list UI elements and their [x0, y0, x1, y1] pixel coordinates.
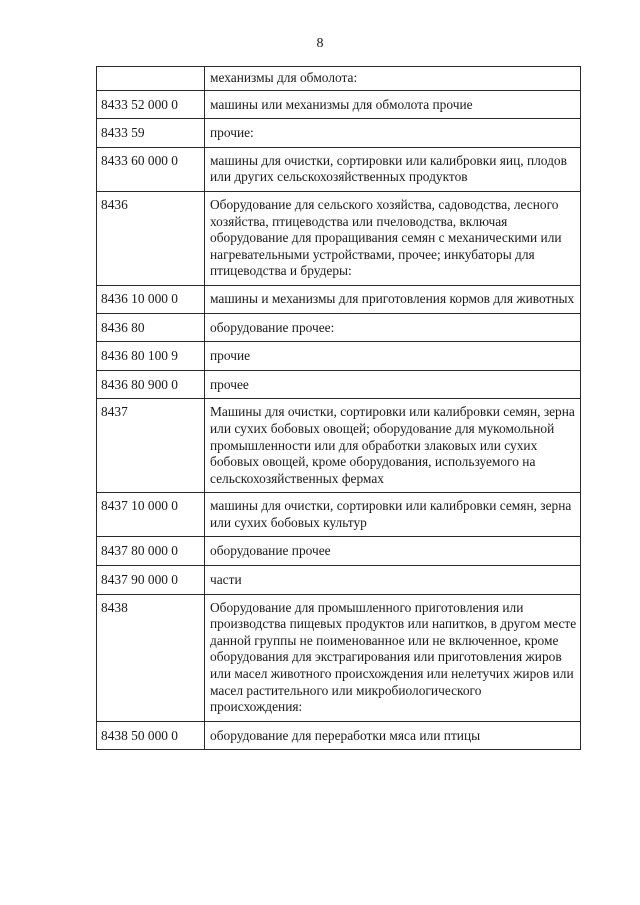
code-cell: 8438 [97, 594, 205, 721]
description-cell: оборудование для переработки мяса или птицы [205, 721, 581, 750]
table-row [97, 370, 581, 399]
description-cell: прочее [205, 370, 581, 399]
code-cell: 8437 80 000 0 [97, 537, 205, 566]
description-cell: машины или механизмы для обмолота прочие [205, 90, 581, 119]
code-cell: 8436 80 100 9 [97, 342, 205, 371]
description-cell: машины для очистки, сортировки или калибровки яиц, плодов или других сельскохозяйственных продуктов [205, 147, 581, 191]
description-cell: Оборудование для промышленного приготовления или производства пищевых продуктов или напитков, в другом месте данной группы не поименованное или не включенное, кроме оборудования для экстрагирования или приготовления жиров или масел животного происхождения или нелетучих жиров или масел растительного или микробиологического происхождения: [205, 594, 581, 721]
code-cell: 8437 10 000 0 [97, 493, 205, 537]
description-cell: оборудование прочее [205, 537, 581, 566]
code-cell: 8436 [97, 191, 205, 285]
description-cell: машины и механизмы для приготовления кормов для животных [205, 285, 581, 313]
table-row [97, 594, 581, 721]
table-row [97, 537, 581, 566]
code-cell: 8436 80 [97, 313, 205, 342]
table-row [97, 342, 581, 371]
code-cell: 8436 10 000 0 [97, 285, 205, 313]
description-cell: прочие: [205, 119, 581, 148]
table-row [97, 285, 581, 313]
table-row [97, 147, 581, 191]
description-cell: прочие [205, 342, 581, 371]
code-cell: 8437 90 000 0 [97, 566, 205, 595]
tariff-code-table [96, 66, 581, 750]
table-row [97, 313, 581, 342]
code-cell: 8437 [97, 399, 205, 493]
code-cell: 8433 60 000 0 [97, 147, 205, 191]
description-cell: Машины для очистки, сортировки или калибровки семян, зерна или сухих бобовых овощей; оборудование для мукомольной промышленности или для обработки злаковых или сухих бобовых овощей, кроме оборудования, используемого на сельскохозяйственных фермах [205, 399, 581, 493]
description-cell: машины для очистки, сортировки или калибровки семян, зерна или сухих бобовых культур [205, 493, 581, 537]
description-cell: оборудование прочее: [205, 313, 581, 342]
description-cell: части [205, 566, 581, 595]
table-row [97, 721, 581, 750]
code-cell [97, 67, 205, 91]
code-cell: 8433 59 [97, 119, 205, 148]
table-row [97, 119, 581, 148]
page-number: 8 [316, 36, 324, 51]
code-cell: 8438 50 000 0 [97, 721, 205, 750]
table-row [97, 493, 581, 537]
table-row [97, 191, 581, 285]
code-cell: 8433 52 000 0 [97, 90, 205, 119]
table-row [97, 399, 581, 493]
table-row [97, 90, 581, 119]
code-cell: 8436 80 900 0 [97, 370, 205, 399]
table-row [97, 566, 581, 595]
description-cell: Оборудование для сельского хозяйства, садоводства, лесного хозяйства, птицеводства или пчеловодства, включая оборудование для проращивания семян с механическими или нагревательными устройствами, прочее; инкубаторы для птицеводства и брудеры: [205, 191, 581, 285]
table-row [97, 67, 581, 91]
description-cell: механизмы для обмолота: [205, 67, 581, 91]
